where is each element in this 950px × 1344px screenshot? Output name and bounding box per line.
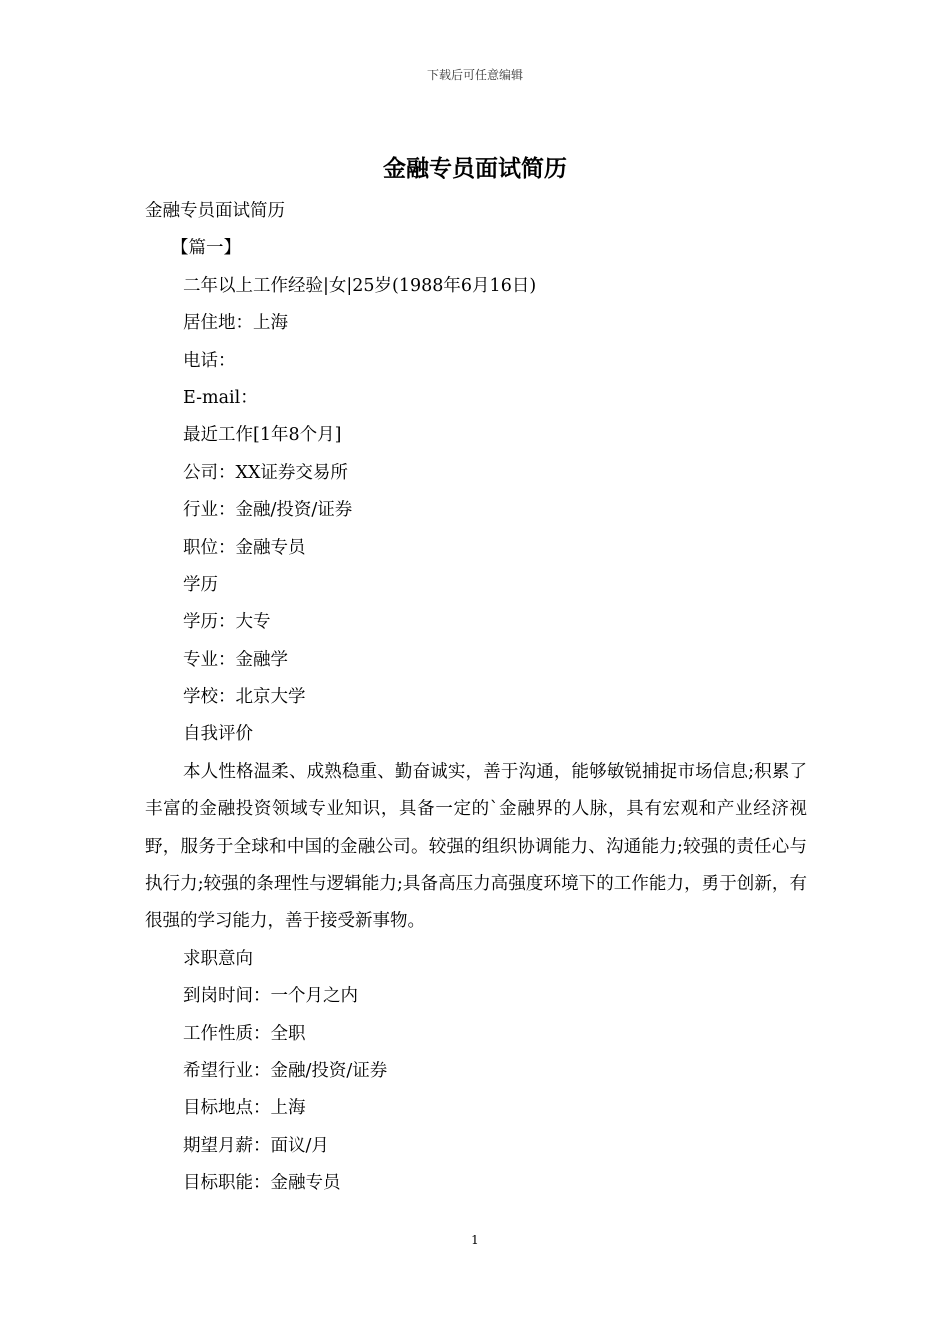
education-degree: 学历：大专 [183, 612, 271, 633]
header-note: 下载后可任意编辑 [426, 68, 523, 82]
recent-work-duration: 最近工作[1年8个月] [183, 425, 342, 446]
profile-summary: 二年以上工作经验|女|25岁(1988年6月16日) [183, 275, 537, 296]
self-evaluation-paragraph: 本人性格温柔、成熟稳重、勤奋诚实，善于沟通，能够敏锐捕捉市场信息;积累了丰富的金融投资领域专业知识，具备一定的`金融界的人脉，具有宏观和产业经济视野，服务于全球和中国的金融公司。较强的组织协调能力、沟通能力;较强的责任心与执行力;较强的条理性与逻辑能力;具备高压力高强度环境下的工作能力，勇于创新，有很强的学习能力，善于接受新事物。 [145, 761, 807, 932]
education-school: 学校：北京大学 [183, 687, 306, 708]
job-intention-salary: 期望月薪：面议/月 [183, 1135, 329, 1156]
job-intention-function: 目标职能：金融专员 [183, 1173, 341, 1194]
profile-residence: 居住地：上海 [183, 313, 288, 334]
page-number: 1 [471, 1233, 479, 1247]
document-title: 金融专员面试简历 [383, 155, 567, 182]
job-intention-heading: 求职意向 [183, 948, 253, 969]
profile-email: E-mail： [183, 387, 258, 408]
recent-work-industry: 行业：金融/投资/证券 [183, 500, 353, 521]
recent-work-position: 职位：金融专员 [183, 537, 306, 558]
document-body [145, 193, 807, 1203]
job-intention-industry: 希望行业：金融/投资/证券 [183, 1061, 388, 1082]
section-label: 【篇一】 [171, 238, 241, 259]
recent-work-company: 公司：XX证券交易所 [183, 462, 348, 483]
job-intention-location: 目标地点：上海 [183, 1098, 306, 1119]
education-major: 专业：金融学 [183, 649, 288, 670]
profile-phone: 电话： [183, 350, 236, 371]
self-evaluation-heading: 自我评价 [183, 724, 253, 745]
education-heading: 学历 [183, 574, 218, 595]
job-intention-work-type: 工作性质：全职 [183, 1023, 306, 1044]
job-intention-availability: 到岗时间：一个月之内 [183, 986, 358, 1007]
subtitle-line: 金融专员面试简历 [145, 201, 285, 221]
